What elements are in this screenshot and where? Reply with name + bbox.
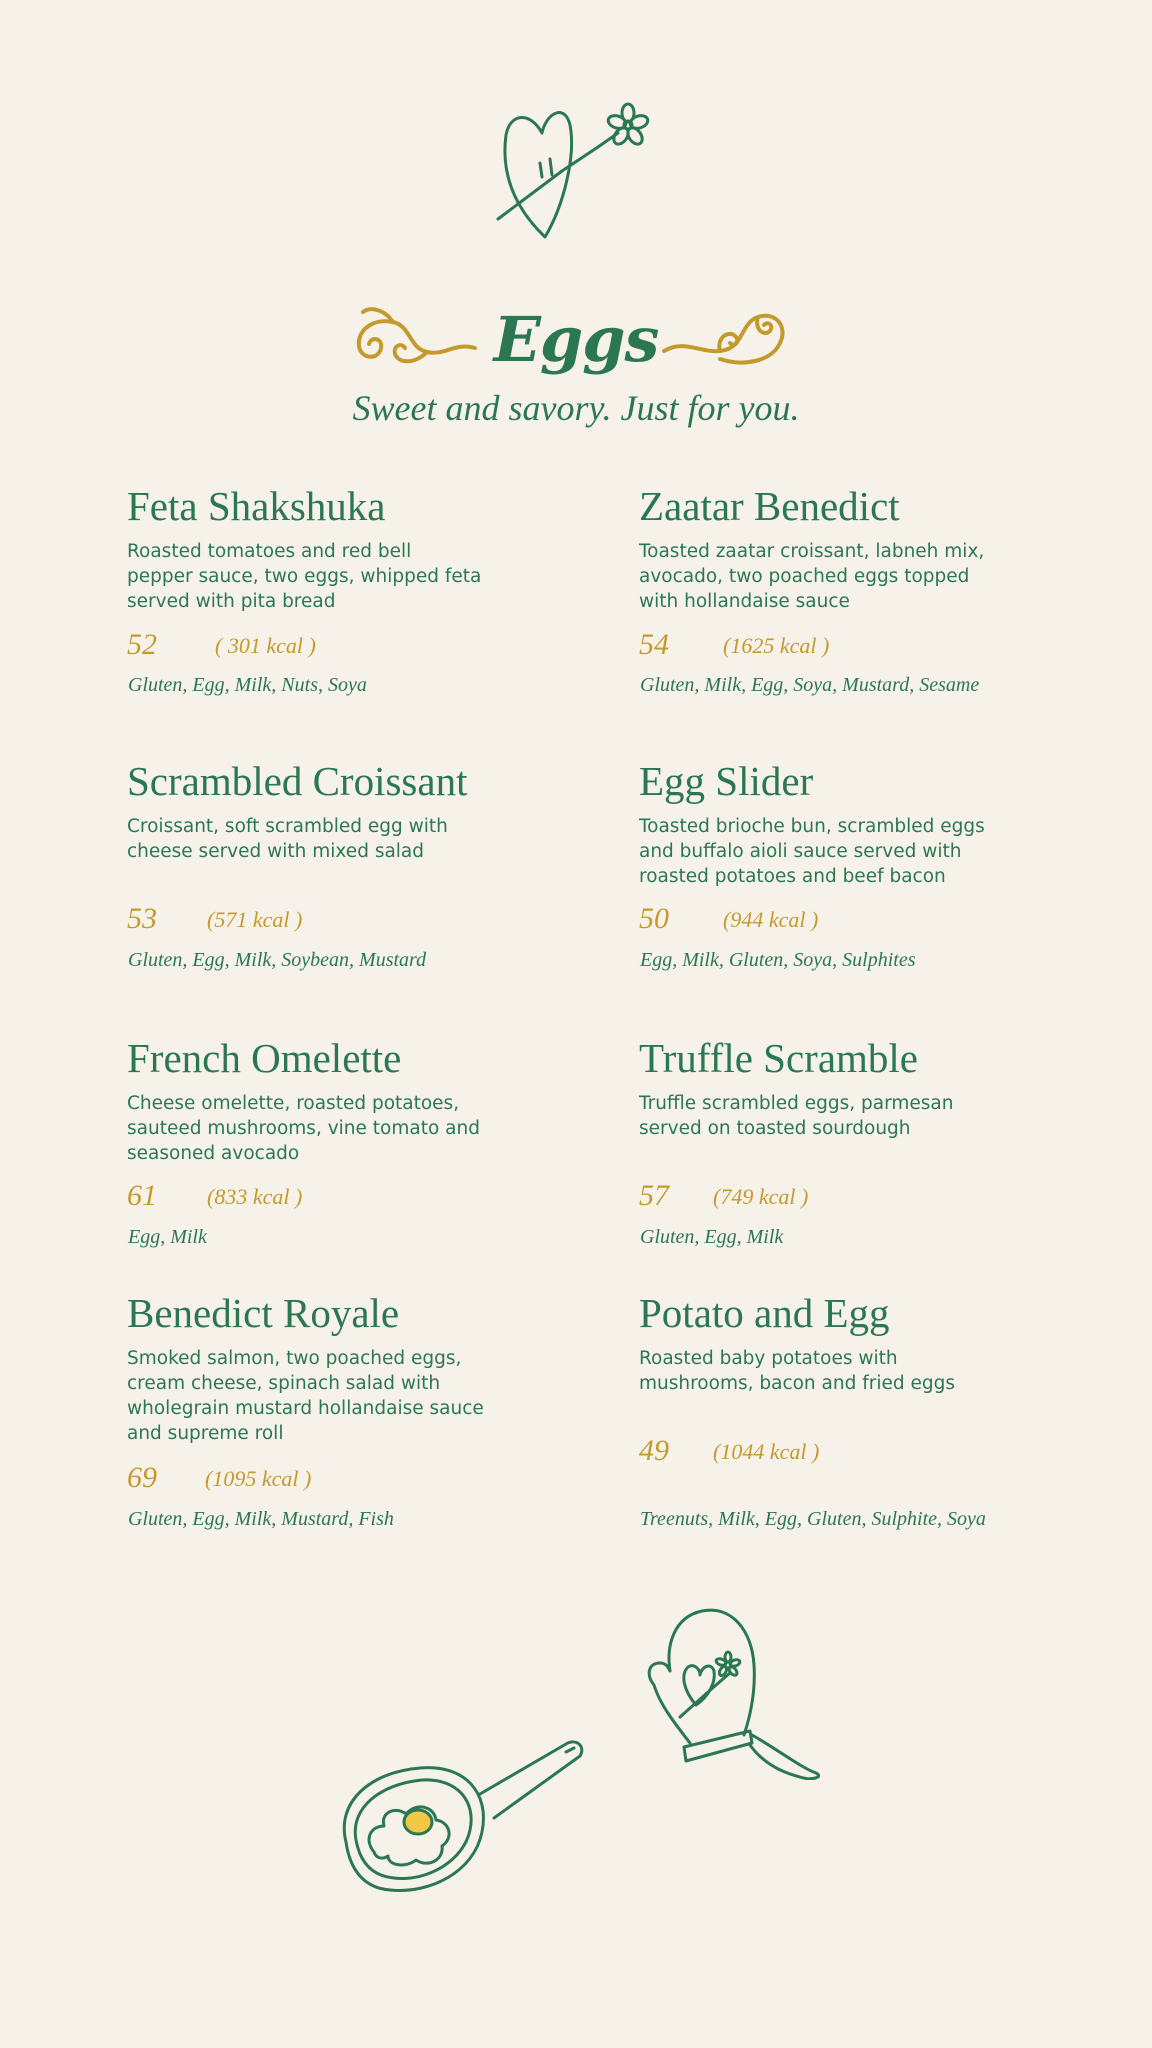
item-description: Toasted zaatar croissant, labneh mix, avocado, two poached eggs topped with hollandaise sauce <box>639 541 985 612</box>
item-price: 61 <box>127 1179 157 1212</box>
item-name: Truffle Scramble <box>639 1035 918 1081</box>
item-calories: (1625 kcal ) <box>723 633 830 658</box>
menu-item <box>127 756 547 986</box>
item-description: Smoked salmon, two poached eggs, cream cheese, spinach salad with wholegrain mustard hollandaise sauce and supreme roll <box>127 1348 484 1444</box>
menu-item <box>639 1033 1059 1263</box>
item-allergens: Gluten, Egg, Milk <box>640 1226 784 1248</box>
item-calories: (944 kcal ) <box>723 907 819 932</box>
item-calories: ( 301 kcal ) <box>215 633 316 658</box>
item-name: Scrambled Croissant <box>127 758 468 804</box>
menu-item <box>639 756 1059 986</box>
item-description: Croissant, soft scrambled egg with cheese served with mixed salad <box>127 816 448 862</box>
item-allergens: Egg, Milk <box>128 1226 207 1248</box>
item-calories: (833 kcal ) <box>207 1184 303 1209</box>
item-name: Potato and Egg <box>639 1290 890 1336</box>
menu-item <box>127 1288 547 1548</box>
item-allergens: Gluten, Milk, Egg, Soya, Mustard, Sesame <box>640 674 980 696</box>
heart-flower-icon <box>490 95 660 245</box>
price-row <box>127 1460 547 1496</box>
item-description: Roasted tomatoes and red bell pepper sauce, two eggs, whipped feta served with pita bread <box>127 541 482 612</box>
item-price: 52 <box>127 628 157 661</box>
item-allergens: Gluten, Egg, Milk, Nuts, Soya <box>128 674 367 696</box>
item-calories: (1044 kcal ) <box>713 1439 820 1464</box>
price-row <box>639 627 1059 663</box>
item-allergens: Egg, Milk, Gluten, Soya, Sulphites <box>640 949 916 971</box>
menu-item <box>127 481 547 711</box>
item-allergens: Treenuts, Milk, Egg, Gluten, Sulphite, Soya <box>640 1508 986 1530</box>
title-row <box>0 300 1152 390</box>
frying-pan-egg-icon <box>330 1722 590 1902</box>
menu-item <box>127 1033 547 1263</box>
item-description: Truffle scrambled eggs, parmesan served on toasted sourdough <box>639 1093 954 1139</box>
item-calories: (749 kcal ) <box>713 1184 809 1209</box>
price-row <box>639 901 1059 937</box>
item-name: Zaatar Benedict <box>639 483 900 529</box>
menu-item <box>639 481 1059 711</box>
item-description: Cheese omelette, roasted potatoes, sauteed mushrooms, vine tomato and seasoned avocado <box>127 1093 480 1164</box>
item-allergens: Gluten, Egg, Milk, Soybean, Mustard <box>128 949 427 971</box>
item-name: Egg Slider <box>639 758 814 804</box>
item-description: Toasted brioche bun, scrambled eggs and buffalo aioli sauce served with roasted potatoes and beef bacon <box>639 816 985 887</box>
item-price: 49 <box>639 1434 669 1467</box>
page-title: Eggs <box>493 303 659 376</box>
menu-item <box>639 1288 1059 1548</box>
item-name: Feta Shakshuka <box>127 483 386 529</box>
item-name: Benedict Royale <box>127 1290 400 1336</box>
item-calories: (1095 kcal ) <box>205 1466 312 1491</box>
price-row <box>639 1433 1059 1469</box>
price-row <box>127 627 547 663</box>
price-row <box>639 1178 1059 1214</box>
item-calories: (571 kcal ) <box>207 907 303 932</box>
item-price: 69 <box>127 1461 157 1494</box>
price-row <box>127 901 547 937</box>
right-swirl-icon <box>660 305 790 375</box>
item-allergens: Gluten, Egg, Milk, Mustard, Fish <box>128 1508 394 1530</box>
price-row <box>127 1178 547 1214</box>
item-name: French Omelette <box>127 1035 402 1081</box>
item-price: 54 <box>639 628 669 661</box>
item-description: Roasted baby potatoes with mushrooms, bacon and fried eggs <box>639 1348 955 1394</box>
page-subtitle: Sweet and savory. Just for you. <box>352 388 800 428</box>
item-price: 50 <box>639 902 669 935</box>
egg-yolk <box>404 1810 432 1834</box>
item-price: 53 <box>127 902 157 935</box>
item-price: 57 <box>639 1179 669 1212</box>
oven-mitt-icon <box>640 1605 825 1780</box>
